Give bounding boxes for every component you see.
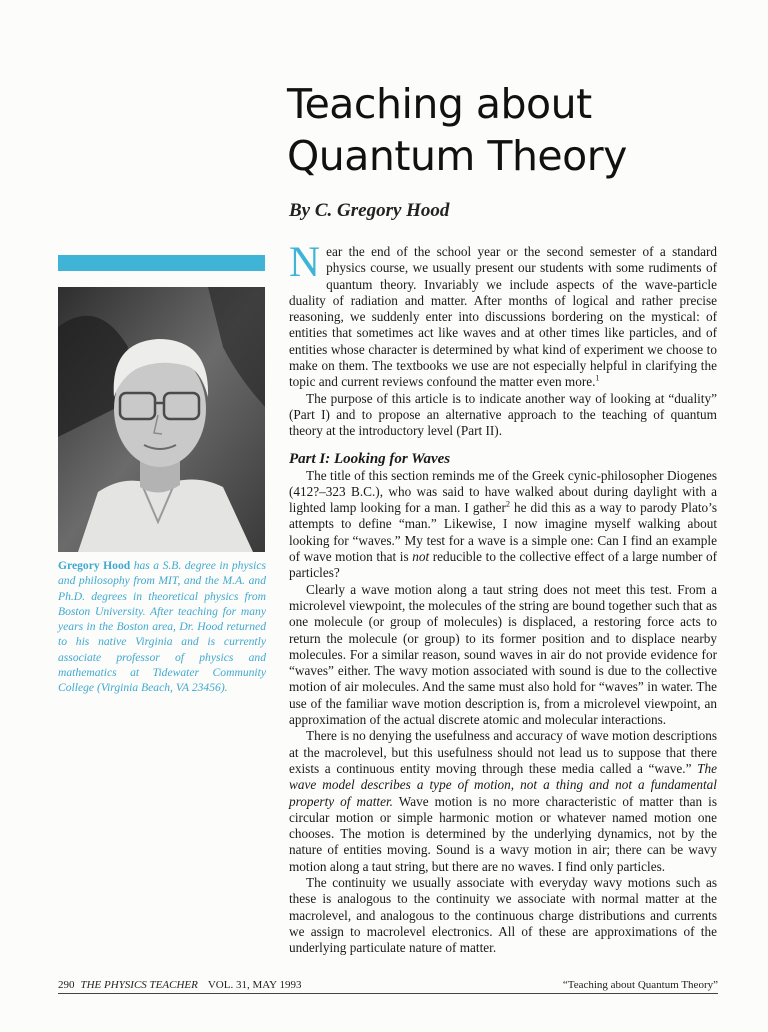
author-portrait-icon: [58, 287, 265, 552]
paragraph-macrolevel: [289, 728, 717, 875]
paragraph-intro: [289, 239, 717, 391]
drop-cap: N: [289, 239, 321, 286]
journal-name: THE PHYSICS TEACHER: [80, 979, 198, 991]
paragraph-string: Clearly a wave motion along a taut string does not meet this test. From a microlevel viewpoint, the molecules of the string are bound together such that as one molecule (or group of molecules) is displaced, a restoring force acts to return the molecule (or group) to its former position and to displace nearby molecules. For a similar reason, sound waves in air do not provide evidence for “waves” either. The wavy motion associated with sound is due to the collective motion of air molecules. And the same must also hold for “waves” in water. The use of the familiar wave motion description is, from a microlevel viewpoint, an approximation of the actual discrete atomic and molecular interactions.: [289, 581, 717, 728]
running-title: “Teaching about Quantum Theory”: [562, 979, 718, 991]
emphasis: not: [412, 549, 430, 565]
paragraph-text: There is no denying the usefulness and accuracy of wave motion descriptions at the macrolevel, but this usefulness should not lead us to suppose that there exists a continuous entity moving through these media called a “wave.”: [289, 728, 717, 776]
paragraph-text: The title of this section reminds me of the Greek cynic-philosopher Diogenes (412?–323 B.C.), who was said to have walked about during daylight with a lighted lamp looking for a man. I gather: [289, 467, 717, 516]
author-photo: [58, 287, 265, 552]
section-heading: Part I: Looking for Waves: [289, 450, 451, 467]
paragraph-diogenes: [289, 468, 717, 582]
paragraph-text: Wave motion is no more characteristic of matter than is circular motion or simple harmonic motion or whatever named motion one chooses. The motion is determined by the underlying dynamics, not by the nature of entities moving. Sound is a wavy motion in air; there can be wavy motion along a taut string, but there are no waves. I find only particles.: [289, 793, 717, 874]
footnote-ref: 2: [505, 499, 510, 509]
page-footer: [58, 979, 718, 994]
emphasis: The wave model describes a type of motion, not a thing and not a fundamental property of matter.: [289, 760, 717, 809]
author-name: Gregory Hood: [58, 559, 131, 572]
paragraph-text: reducible to the collective effect of a large number of particles?: [289, 549, 717, 581]
article-body: [289, 239, 717, 956]
footnote-ref: 1: [595, 373, 600, 383]
author-bio-caption: [58, 558, 266, 696]
byline: By C. Gregory Hood: [289, 200, 450, 221]
volume-info: VOL. 31, MAY 1993: [207, 979, 302, 991]
paragraph-text: he did this as a way to parody Plato’s attempts to define “man.” Likewise, I now imagine myself walking about looking for “waves.” My test for a wave is a simple one: Can I find an example of wave motion that is: [289, 500, 717, 565]
paragraph-continuity: The continuity we usually associate with everyday wavy motions such as these is analogous to the continuity we associate with normal matter at the macrolevel, and analogous to the continuous charge distributions and currents we assign to macrolevel electronics. All of these are approximations of the underlying particulate nature of matter.: [289, 874, 717, 956]
article-title: Teaching about Quantum Theory: [287, 80, 627, 180]
page-number: 290: [58, 979, 75, 991]
accent-bar: [58, 255, 265, 271]
paragraph-text: ear the end of the school year or the second semester of a standard physics course, we usually present our students with some rudiments of quantum theory. Invariably we include aspects of the wave-particle duality of radiation and matter. After months of logical and rather precise reasoning, we suddenly enter into discussions bordering on the mystical: of entities that sometimes act like waves and at other times like particles, and of entities whose character is determined by what kind of experiment we choose to make on them. The textbooks we use are not especially helpful in clarifying the topic and current reviews confound the matter even more.: [289, 244, 717, 390]
author-bio: has a S.B. degree in physics and philosophy from MIT, and the M.A. and Ph.D. degrees in theoretical physics from Boston University. After teaching for many years in the Boston area, Dr. Hood returned to his native Virginia and is currently associate professor of physics and mathematics at Tidewater Community College (Virginia Beach, VA 23456).: [58, 559, 266, 695]
footer-left: [58, 979, 301, 991]
paragraph-purpose: The purpose of this article is to indicate another way of looking at “duality” (Part I) and to propose an alternative approach to the teaching of quantum theory at the introductory level (Part II).: [289, 390, 717, 439]
